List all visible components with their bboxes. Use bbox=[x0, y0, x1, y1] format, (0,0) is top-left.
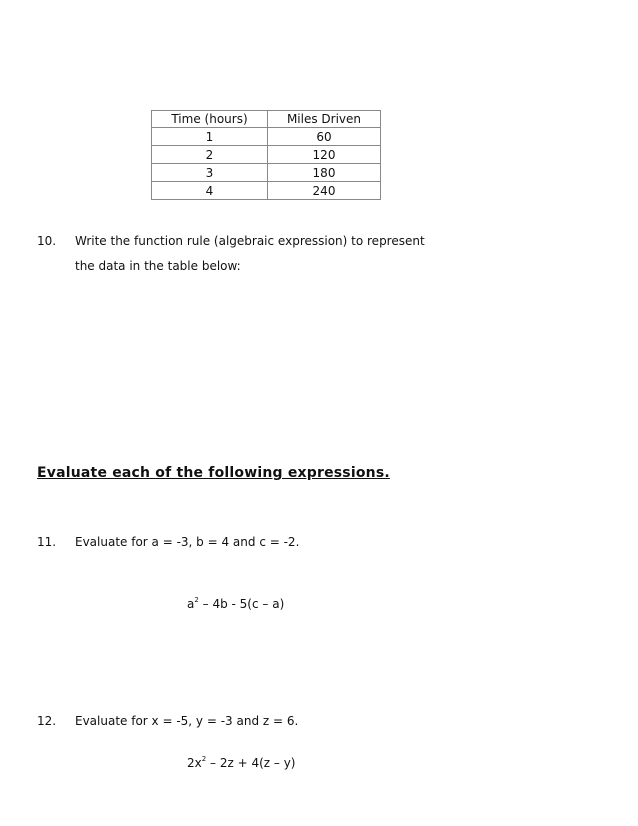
table-cell: 60 bbox=[268, 128, 381, 146]
table-cell: 120 bbox=[268, 146, 381, 164]
table-cell: 240 bbox=[268, 182, 381, 200]
question-number: 12. bbox=[37, 714, 57, 728]
data-table bbox=[151, 110, 381, 200]
question-number: 10. bbox=[37, 234, 57, 248]
table-row bbox=[152, 146, 381, 164]
expression-base: a bbox=[187, 597, 195, 611]
expression-exponent: 2 bbox=[194, 596, 199, 604]
question-text-line-2: the data in the table below: bbox=[75, 259, 241, 273]
section-heading: Evaluate each of the following expressions. bbox=[37, 465, 390, 481]
table-cell: 2 bbox=[152, 146, 268, 164]
table-row bbox=[152, 128, 381, 146]
table-cell: 3 bbox=[152, 164, 268, 182]
table-row bbox=[152, 182, 381, 200]
expression-rest: – 2z + 4(z – y) bbox=[206, 756, 296, 770]
question-12 bbox=[37, 709, 597, 734]
question-text-line-1: Write the function rule (algebraic expression) to represent bbox=[75, 234, 425, 248]
expression-exponent: 2 bbox=[201, 755, 207, 763]
table-cell: 4 bbox=[152, 182, 268, 200]
question-11 bbox=[37, 530, 597, 555]
question-text: Evaluate for a = -3, b = 4 and c = -2. bbox=[75, 535, 300, 549]
table-cell: 180 bbox=[268, 164, 381, 182]
column-header-miles: Miles Driven bbox=[268, 111, 381, 128]
table-cell: 1 bbox=[152, 128, 268, 146]
expression-11 bbox=[187, 596, 284, 611]
table-header-row bbox=[152, 111, 381, 128]
expression-12 bbox=[187, 755, 296, 770]
question-number: 11. bbox=[37, 535, 57, 549]
expression-base: 2x bbox=[187, 756, 202, 770]
expression-rest: – 4b - 5(c – a) bbox=[198, 597, 285, 611]
question-10 bbox=[37, 229, 597, 279]
column-header-time: Time (hours) bbox=[152, 111, 268, 128]
question-text: Evaluate for x = -5, y = -3 and z = 6. bbox=[75, 714, 299, 728]
table-row bbox=[152, 164, 381, 182]
